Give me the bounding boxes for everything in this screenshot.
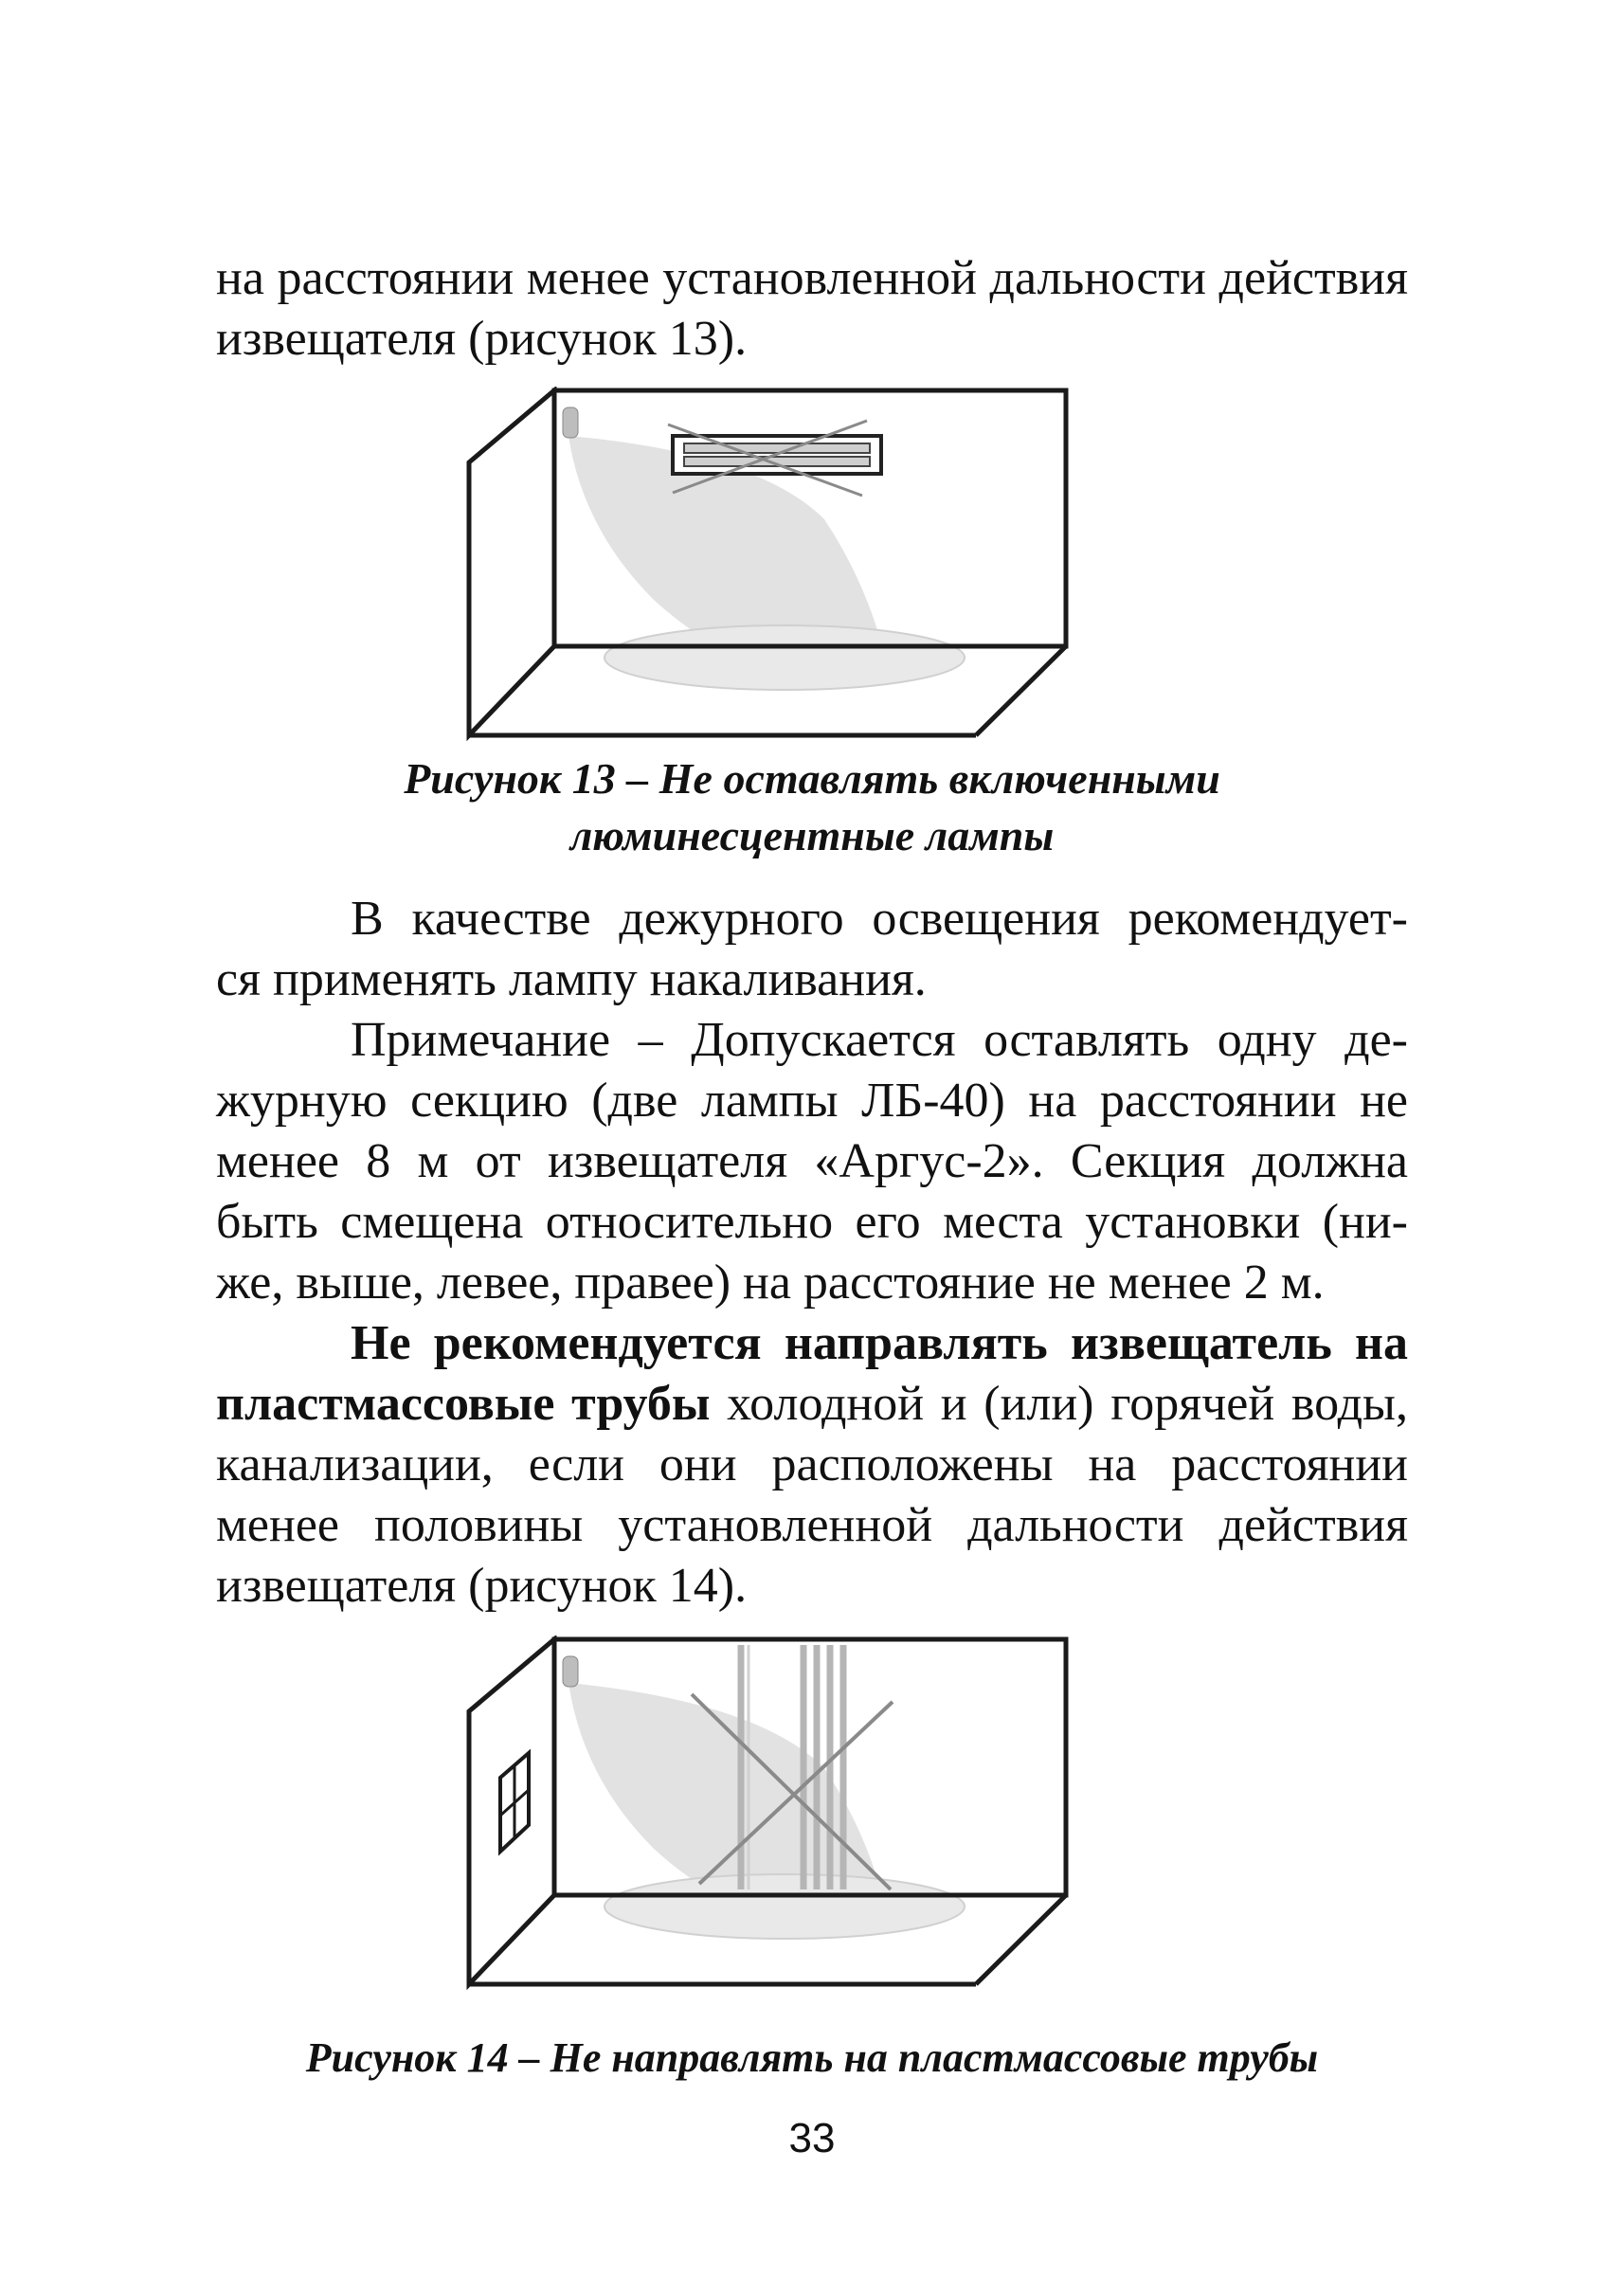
paragraph-line: менее 8 м от извещателя «Аргус-2». Секция должна bbox=[216, 1134, 1408, 1188]
pipes-paragraph bbox=[216, 1313, 1408, 1617]
paragraph-line: В качестве дежурного освещения рекомендует- bbox=[351, 892, 1408, 946]
paragraph-text: холодной и (или) горячей воды, bbox=[710, 1377, 1408, 1431]
paragraph-line: ся применять лампу накаливания. bbox=[216, 952, 927, 1006]
paragraph-line: быть смещена относительно его места установки (ни- bbox=[216, 1195, 1408, 1249]
bold-warning: пластмассовые трубы bbox=[216, 1377, 711, 1431]
window-icon bbox=[500, 1753, 529, 1852]
floor-spot bbox=[604, 1874, 965, 1939]
incandescent-paragraph bbox=[216, 889, 1408, 1010]
figure-13-caption bbox=[216, 750, 1408, 864]
caption-line: Рисунок 13 – Не оставлять включенными bbox=[404, 754, 1220, 803]
figure-14-illustration bbox=[464, 1635, 1071, 1996]
paragraph-line: Примечание – Допускается оставлять одну де- bbox=[351, 1013, 1408, 1067]
paragraph-line: канализации, если они расположены на расстоянии bbox=[216, 1437, 1408, 1491]
paragraph-line: на расстоянии менее установленной дальности действия bbox=[216, 251, 1408, 305]
figure-13-illustration bbox=[464, 387, 1071, 747]
paragraph-line: извещателя (рисунок 14). bbox=[216, 1559, 748, 1613]
paragraph-line: менее половины установленной дальности действия bbox=[216, 1498, 1408, 1552]
note-paragraph bbox=[216, 1010, 1408, 1313]
motion-detector-icon bbox=[563, 1656, 578, 1687]
bold-warning: Не рекомендуется направлять извещатель на bbox=[351, 1316, 1408, 1370]
top-paragraph bbox=[216, 248, 1408, 370]
motion-detector-icon bbox=[563, 407, 578, 438]
floor-spot bbox=[604, 625, 965, 690]
figure-14-caption bbox=[216, 2030, 1408, 2087]
paragraph-line: извещателя (рисунок 13). bbox=[216, 312, 748, 366]
caption-line: Рисунок 14 – Не направлять на пластмассовые трубы bbox=[305, 2034, 1319, 2081]
paragraph-line: же, выше, левее, правее) на расстояние не менее 2 м. bbox=[216, 1256, 1325, 1310]
caption-line: люминесцентные лампы bbox=[569, 811, 1055, 859]
page-number: 33 bbox=[788, 2115, 836, 2161]
paragraph-line: журную секцию (две лампы ЛБ-40) на расстоянии не bbox=[216, 1074, 1408, 1128]
